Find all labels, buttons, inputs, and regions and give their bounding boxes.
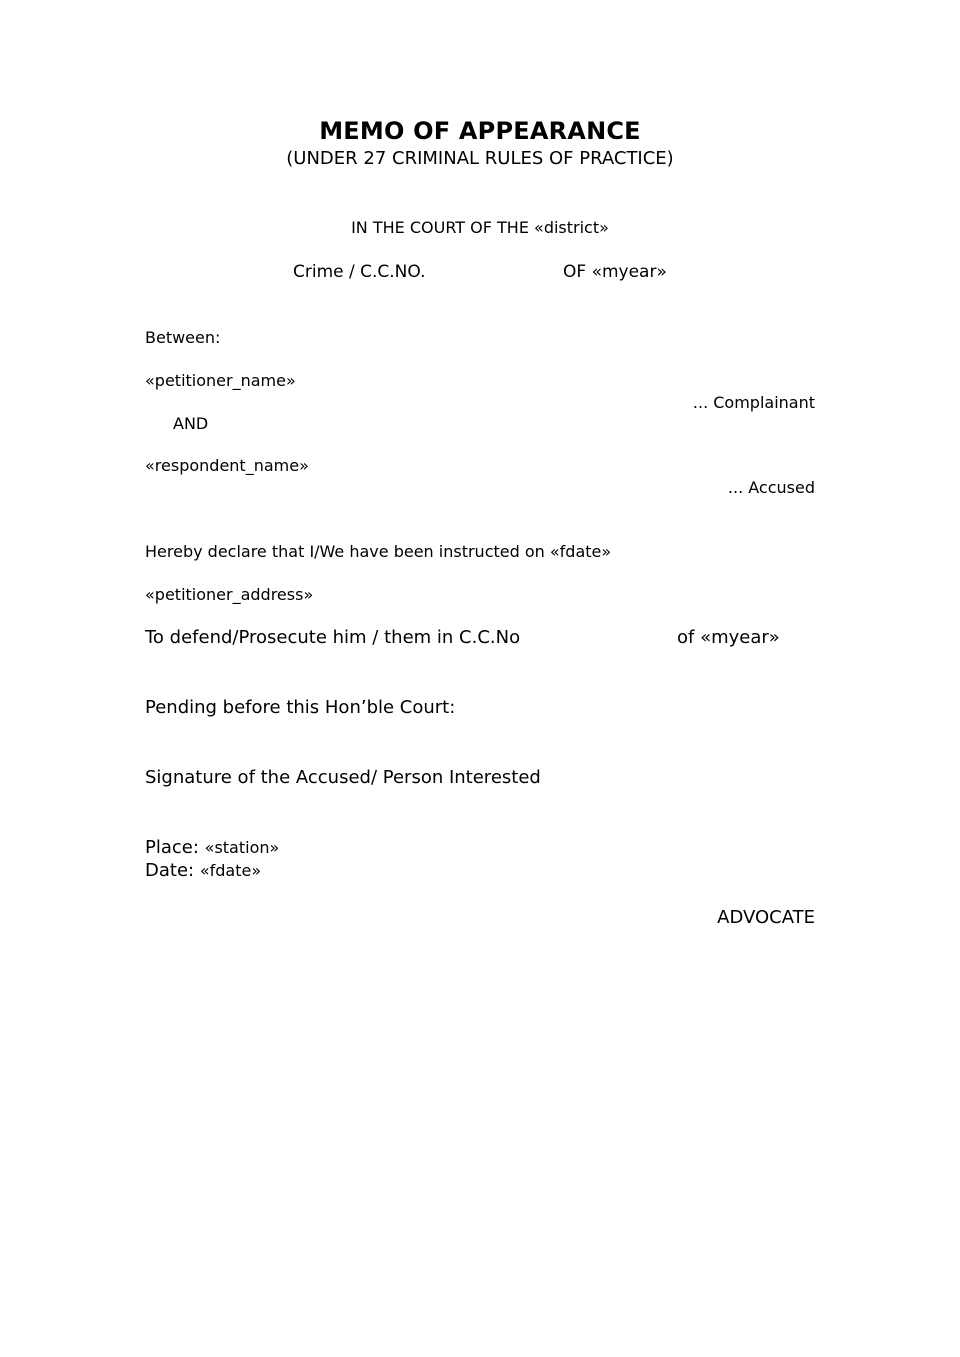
advocate-label: ADVOCATE xyxy=(717,907,815,928)
petitioner-name: «petitioner_name» xyxy=(145,371,296,390)
document-subtitle: (UNDER 27 CRIMINAL RULES OF PRACTICE) xyxy=(286,148,674,169)
accused-label: ... Accused xyxy=(727,478,815,497)
date-label: Date: xyxy=(145,860,200,881)
crime-year: OF «myear» xyxy=(563,262,667,282)
signature-line: Signature of the Accused/ Person Interested xyxy=(145,767,541,788)
petitioner-address: «petitioner_address» xyxy=(145,585,314,604)
defend-line: To defend/Prosecute him / them in C.C.No xyxy=(145,627,521,648)
defend-year: of «myear» xyxy=(677,627,780,648)
respondent-name: «respondent_name» xyxy=(145,456,309,475)
and-label: AND xyxy=(173,414,209,433)
court-line: IN THE COURT OF THE «district» xyxy=(351,218,609,237)
crime-number-label: Crime / C.C.NO. xyxy=(293,262,426,282)
pending-line: Pending before this Hon’ble Court: xyxy=(145,697,456,718)
date-value: «fdate» xyxy=(199,861,262,880)
place-row xyxy=(145,837,279,858)
place-label: Place: xyxy=(145,837,205,858)
complainant-label: ... Complainant xyxy=(692,393,815,412)
between-label: Between: xyxy=(145,328,221,347)
declaration-line: Hereby declare that I/We have been instructed on «fdate» xyxy=(145,542,612,561)
document-title: MEMO OF APPEARANCE xyxy=(319,117,641,145)
place-value: «station» xyxy=(204,838,280,857)
date-row xyxy=(145,860,261,881)
